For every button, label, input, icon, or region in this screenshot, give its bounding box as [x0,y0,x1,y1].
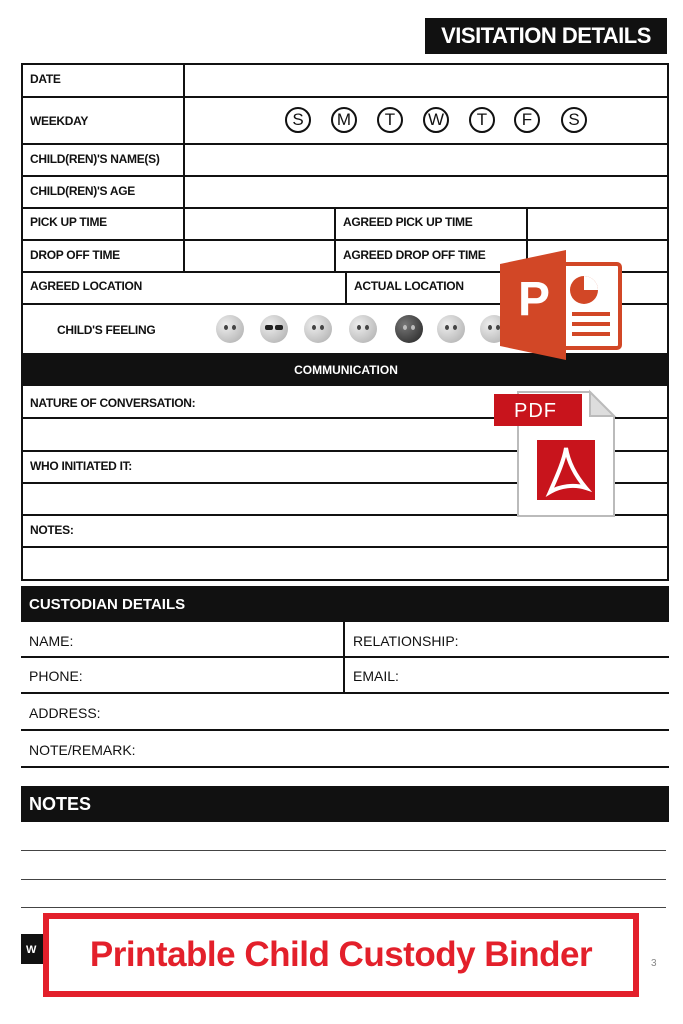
nature-of-conversation-label: NATURE OF CONVERSATION: [30,396,196,410]
footer-fragment: W [21,934,47,964]
powerpoint-icon [500,250,625,360]
pdf-label: PDF [514,400,557,422]
custodian-relationship-label: RELATIONSHIP: [353,633,459,649]
pdf-icon [492,388,620,518]
custodian-phone-label: PHONE: [29,668,83,684]
weekday-sunday[interactable]: S [285,107,311,133]
custodian-details-header: CUSTODIAN DETAILS [21,586,669,622]
angry-face-icon[interactable] [395,315,423,343]
date-label: DATE [30,72,61,86]
communication-header: COMMUNICATION [23,353,669,386]
cool-face-icon[interactable] [260,315,288,343]
agreed-pickup-label: AGREED PICK UP TIME [343,215,473,229]
agreed-location-label: AGREED LOCATION [30,279,142,293]
who-initiated-label: WHO INITIATED IT: [30,459,132,473]
custodian-email-label: EMAIL: [353,668,399,684]
children-age-label: CHILD(REN)'S AGE [30,184,135,198]
grimace-face-icon[interactable] [349,315,377,343]
dropoff-time-label: DROP OFF TIME [30,248,120,262]
ppt-letter: P [518,273,551,326]
crying-face-icon[interactable] [304,315,332,343]
weekday-label: WEEKDAY [30,114,89,128]
custodian-remark-label: NOTE/REMARK: [29,742,136,758]
notes-header: NOTES [21,786,669,822]
confused-face-icon[interactable] [437,315,465,343]
happy-face-icon[interactable] [216,315,244,343]
notes-label: NOTES: [30,523,74,537]
page-title: VISITATION DETAILS [425,18,667,54]
weekday-friday[interactable]: F [514,107,540,133]
weekday-tuesday[interactable]: T [377,107,403,133]
weekday-saturday[interactable]: S [561,107,587,133]
children-name-label: CHILD(REN)'S NAME(S) [30,152,160,166]
child-feeling-label: CHILD'S FEELING [57,323,156,337]
custodian-address-label: ADDRESS: [29,705,101,721]
weekday-wednesday[interactable]: W [423,107,449,133]
agreed-dropoff-label: AGREED DROP OFF TIME [343,248,486,262]
promo-banner: Printable Child Custody Binder [43,913,639,997]
page-number: 3 [651,958,657,969]
pickup-time-label: PICK UP TIME [30,215,107,229]
custodian-name-label: NAME: [29,633,74,649]
weekday-monday[interactable]: M [331,107,357,133]
weekday-thursday[interactable]: T [469,107,495,133]
actual-location-label: ACTUAL LOCATION [354,279,464,293]
